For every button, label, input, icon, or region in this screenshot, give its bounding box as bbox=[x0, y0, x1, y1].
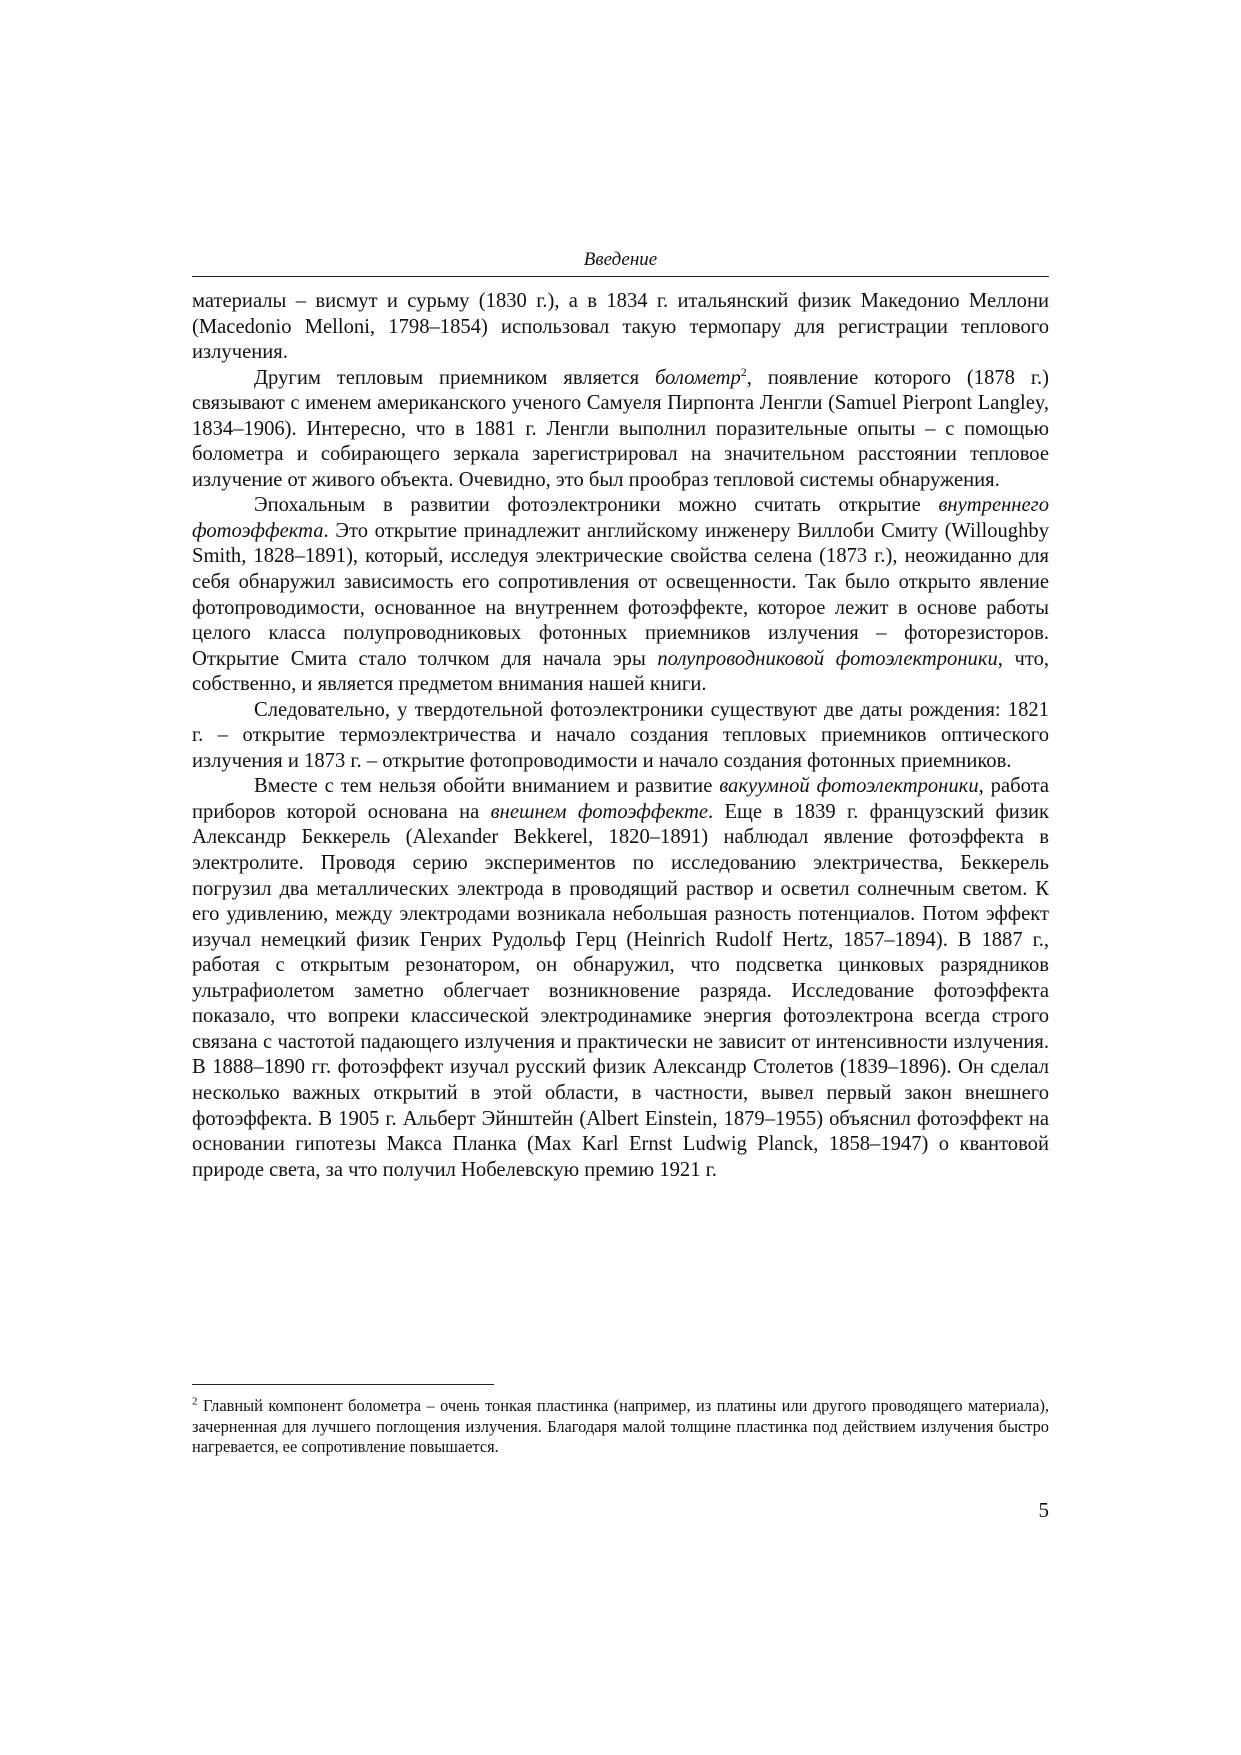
paragraph-1-text: материалы – висмут и сурьму (1830 г.), а в 1834 г. итальянский физик Македонио Меллони (Macedonio Melloni, 1798–1854) использовал такую термопару для регистрации теплового излучения. bbox=[192, 290, 1049, 364]
paragraph-5-text-c: . Еще в 1839 г. французский физик Александр Беккерель (Alexander Bekkerel, 1820–1891) наблюдал явление фотоэффекта в электролите. Проводя серию экспериментов по исследованию электричества, Беккерель погрузил два металлических электрода в проводящий раствор и осветил солнечным светом. К его удивлению, между электродами возникала небольшая разность потенциалов. Потом эффект изучал немецкий физик Генрих Рудольф Герц (Heinrich Rudolf Hertz, 1857–1894). В 1887 г., работая с открытым резонатором, он обнаружил, что подсветка цинковых разрядников ультрафиолетом заметно облегчает возникновение разряда. Исследование фотоэффекта показало, что вопреки классической электродинамике энергия фотоэлектрона всегда строго связана с частотой падающего излучения и практически не зависит от интенсивности излучения. В 1888–1890 гг. фотоэффект изучал русский физик Александр Столетов (1839–1896). Он сделал несколько важных открытий в этой области, в частности, вывел первый закон внешнего фотоэффекта. В 1905 г. Альберт Эйнштейн (Albert Einstein, 1879–1955) объяснил фотоэффект на основании гипотезы Макса Планка (Max Karl Ernst Ludwig Planck, 1858–1947) о квантовой природе света, за что получил Нобелевскую премию 1921 г. bbox=[192, 800, 1049, 1181]
paragraph-2 bbox=[192, 366, 1049, 494]
running-title: Введение bbox=[583, 249, 658, 270]
footnote bbox=[192, 1396, 1049, 1458]
term-semiconductor-photoelectronics: полупроводниковой фотоэлектроники bbox=[657, 647, 998, 670]
paragraph-4-text: Следовательно, у твердотельной фотоэлектроники существуют две даты рождения: 1821 г. – открытие термоэлектричества и начало создания тепловых приемников оптического излучения и 1873 г. – открытие фотопроводимости и начало создания фотонных приемников. bbox=[192, 698, 1049, 772]
paragraph-2-text-b: , появление которого (1878 г.) связывают с именем американского ученого Самуеля Пирпонта Ленгли (Samuel Pierpont Langley, 1834–1906). Интересно, что в 1881 г. Ленгли выполнил поразительные опыты – с помощью болометра и собирающего зеркала зарегистрировал на значительном расстоянии тепловое излучение от живого объекта. Очевидно, это был прообраз тепловой системы обнаружения. bbox=[192, 366, 1050, 491]
paragraph-4 bbox=[192, 698, 1049, 775]
paragraph-5-text-a: Вместе с тем нельзя обойти вниманием и развитие bbox=[254, 775, 720, 798]
header-rule bbox=[192, 276, 1049, 277]
footnote-mark: 2 bbox=[192, 1395, 198, 1408]
term-internal-photoeffect: внутреннего фотоэффекта bbox=[192, 494, 1049, 542]
paragraph-1 bbox=[192, 289, 1049, 366]
term-external-photoeffect: внешнем фотоэффекте bbox=[490, 800, 708, 823]
main-text bbox=[192, 289, 1049, 1183]
footnote-text: Главный компонент болометра – очень тонкая пластинка (например, из платины или другого проводящего материала), зачерненная для лучшего поглощения излучения. Благодаря малой толщине пластинка под действием излучения быстро нагревается, ее сопротивление повышается. bbox=[192, 1396, 1049, 1456]
paragraph-3 bbox=[192, 493, 1049, 697]
paragraph-5-text-b: , работа приборов которой основана на bbox=[192, 775, 1049, 823]
footnote-rule bbox=[192, 1384, 494, 1385]
term-bolometer: болометр bbox=[654, 366, 741, 389]
paragraph-3-text-b: . Это открытие принадлежит английскому инженеру Виллоби Смиту (Willoughby Smith, 1828–1891), который, исследуя электрические свойства селена (1873 г.), неожиданно для себя обнаружил зависимость его сопротивления от освещенности. Так было открыто явление фотопроводимости, основанное на внутреннем фотоэффекте, которое лежит в основе работы целого класса полупроводниковых фотонных приемников излучения – фоторезисторов. Открытие Смита стало толчком для начала эры bbox=[192, 519, 1049, 670]
footnote-reference: 2 bbox=[740, 364, 747, 379]
paragraph-5 bbox=[192, 774, 1049, 1183]
paragraph-2-text-a: Другим тепловым приемником является bbox=[254, 366, 655, 389]
paragraph-3-text-c: , что, собственно, и является предметом внимания нашей книги. bbox=[192, 647, 1050, 696]
paragraph-3-text-a: Эпохальным в развитии фотоэлектроники можно считать открытие bbox=[254, 494, 939, 517]
page-number: 5 bbox=[1038, 1498, 1049, 1522]
term-vacuum-photoelectronics: вакуумной фотоэлектроники bbox=[719, 775, 979, 798]
